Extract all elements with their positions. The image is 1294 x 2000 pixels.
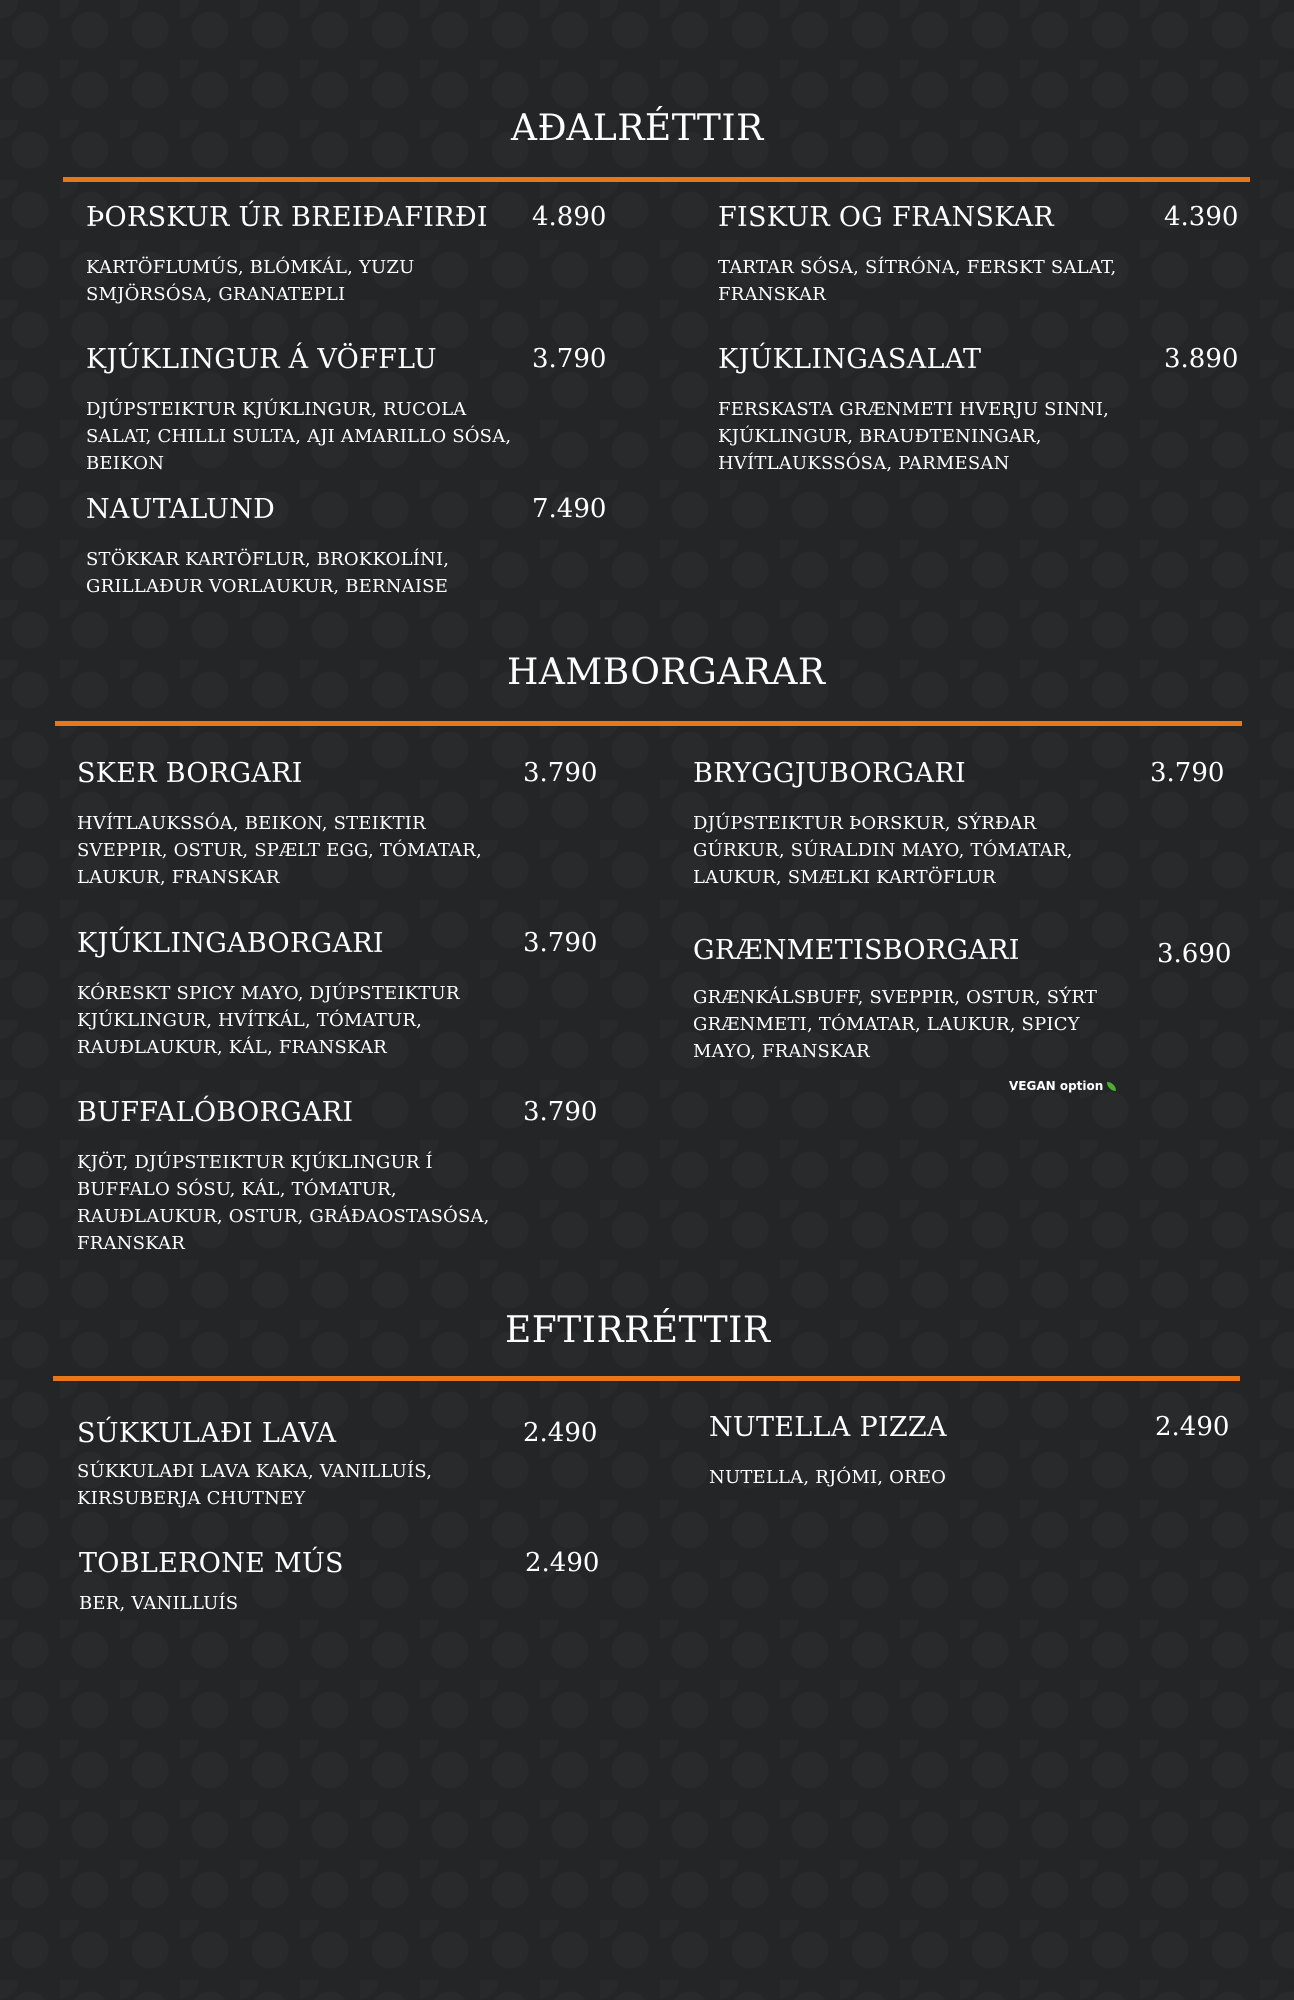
menu-item-nutella-pizza bbox=[709, 1412, 1230, 1488]
menu-item-kjuklingasalat bbox=[718, 344, 1239, 484]
menu-item-toblerone-mus bbox=[79, 1548, 600, 1618]
item-name: KJÚKLINGUR Á VÖFFLU bbox=[86, 344, 437, 375]
item-name: NUTELLA PIZZA bbox=[709, 1412, 947, 1443]
item-description: BER, VANILLUÍS bbox=[79, 1593, 239, 1614]
item-name: TOBLERONE MÚS bbox=[79, 1548, 344, 1579]
menu-item-bryggjuborgari bbox=[693, 758, 1223, 898]
section-divider-mains bbox=[63, 177, 1250, 182]
item-price: 2.490 bbox=[523, 1418, 598, 1448]
item-name: KJÚKLINGABORGARI bbox=[77, 928, 384, 959]
item-name: NAUTALUND bbox=[86, 494, 276, 525]
menu-item-kjuklingaborgari bbox=[77, 928, 598, 1068]
item-description: STÖKKAR KARTÖFLUR, BROKKOLÍNI, GRILLAÐUR VORLAUKUR, BERNAISE bbox=[86, 549, 450, 597]
section-title-desserts: EFTIRRÉTTIR bbox=[505, 1310, 771, 1351]
vegan-option-label: VEGAN option bbox=[1009, 1079, 1104, 1093]
item-price: 3.690 bbox=[1157, 939, 1232, 969]
item-name: FISKUR OG FRANSKAR bbox=[718, 202, 1055, 233]
item-name: GRÆNMETISBORGARI bbox=[693, 935, 1020, 966]
item-name: KJÚKLINGASALAT bbox=[718, 344, 982, 375]
item-description: SÚKKULAÐI LAVA KAKA, VANILLUÍS, KIRSUBERJA CHUTNEY bbox=[77, 1461, 433, 1509]
menu-item-buffaloborgari bbox=[77, 1097, 598, 1267]
menu-item-kjuklingur-voefflu bbox=[86, 344, 607, 484]
item-price: 7.490 bbox=[532, 494, 607, 524]
leaf-icon bbox=[1107, 1082, 1116, 1091]
item-price: 3.790 bbox=[532, 344, 607, 374]
item-price: 3.890 bbox=[1164, 344, 1239, 374]
menu-item-graenmetisborgari bbox=[693, 935, 1232, 1095]
menu-item-sker-borgari bbox=[77, 758, 598, 898]
item-price: 4.390 bbox=[1164, 202, 1239, 232]
item-price: 3.790 bbox=[523, 928, 598, 958]
item-description: DJÚPSTEIKTUR KJÚKLINGUR, RUCOLA SALAT, CHILLI SULTA, AJI AMARILLO SÓSA, BEIKON bbox=[86, 399, 512, 474]
item-description: KÓRESKT SPICY MAYO, DJÚPSTEIKTUR KJÚKLINGUR, HVÍTKÁL, TÓMATUR, RAUÐLAUKUR, KÁL, FRANSKAR bbox=[77, 983, 460, 1058]
item-price: 3.790 bbox=[523, 1097, 598, 1127]
item-price: 3.790 bbox=[1150, 758, 1225, 788]
section-divider-desserts bbox=[53, 1376, 1240, 1381]
item-price: 2.490 bbox=[1155, 1412, 1230, 1442]
item-price: 3.790 bbox=[523, 758, 598, 788]
menu-item-nautalund bbox=[86, 494, 607, 604]
item-price: 2.490 bbox=[525, 1548, 600, 1578]
menu-item-sukkuladi-lava bbox=[77, 1418, 598, 1509]
item-description: KJÖT, DJÚPSTEIKTUR KJÚKLINGUR Í BUFFALO SÓSU, KÁL, TÓMATUR, RAUÐLAUKUR, OSTUR, GRÁÐAOSTASÓSA, FRANSKAR bbox=[77, 1152, 490, 1254]
item-price: 4.890 bbox=[532, 202, 607, 232]
vegan-option-note bbox=[1009, 1079, 1116, 1093]
item-description: HVÍTLAUKSSÓA, BEIKON, STEIKTIR SVEPPIR, OSTUR, SPÆLT EGG, TÓMATAR, LAUKUR, FRANSKAR bbox=[77, 813, 482, 888]
section-title-burgers: HAMBORGARAR bbox=[507, 652, 826, 693]
item-name: BUFFALÓBORGARI bbox=[77, 1097, 354, 1128]
menu-item-thorskur bbox=[86, 202, 607, 312]
section-title-mains: AÐALRÉTTIR bbox=[511, 108, 764, 149]
section-divider-burgers bbox=[55, 721, 1242, 726]
item-name: ÞORSKUR ÚR BREIÐAFIRÐI bbox=[86, 202, 488, 233]
item-description: NUTELLA, RJÓMI, OREO bbox=[709, 1467, 947, 1488]
item-description: TARTAR SÓSA, SÍTRÓNA, FERSKT SALAT, FRANSKAR bbox=[718, 257, 1117, 305]
menu-item-fiskur bbox=[718, 202, 1239, 312]
item-description: FERSKASTA GRÆNMETI HVERJU SINNI, KJÚKLINGUR, BRAUÐTENINGAR, HVÍTLAUKSSÓSA, PARMESAN bbox=[718, 399, 1110, 474]
item-description: GRÆNKÁLSBUFF, SVEPPIR, OSTUR, SÝRT GRÆNMETI, TÓMATAR, LAUKUR, SPICY MAYO, FRANSKAR bbox=[693, 987, 1098, 1062]
item-description: DJÚPSTEIKTUR ÞORSKUR, SÝRÐAR GÚRKUR, SÚRALDIN MAYO, TÓMATAR, LAUKUR, SMÆLKI KARTÖFLUR bbox=[693, 813, 1073, 888]
item-name: SÚKKULAÐI LAVA bbox=[77, 1418, 337, 1449]
item-name: BRYGGJUBORGARI bbox=[693, 758, 966, 789]
item-description: KARTÖFLUMÚS, BLÓMKÁL, YUZU SMJÖRSÓSA, GRANATEPLI bbox=[86, 257, 415, 305]
item-name: SKER BORGARI bbox=[77, 758, 303, 789]
